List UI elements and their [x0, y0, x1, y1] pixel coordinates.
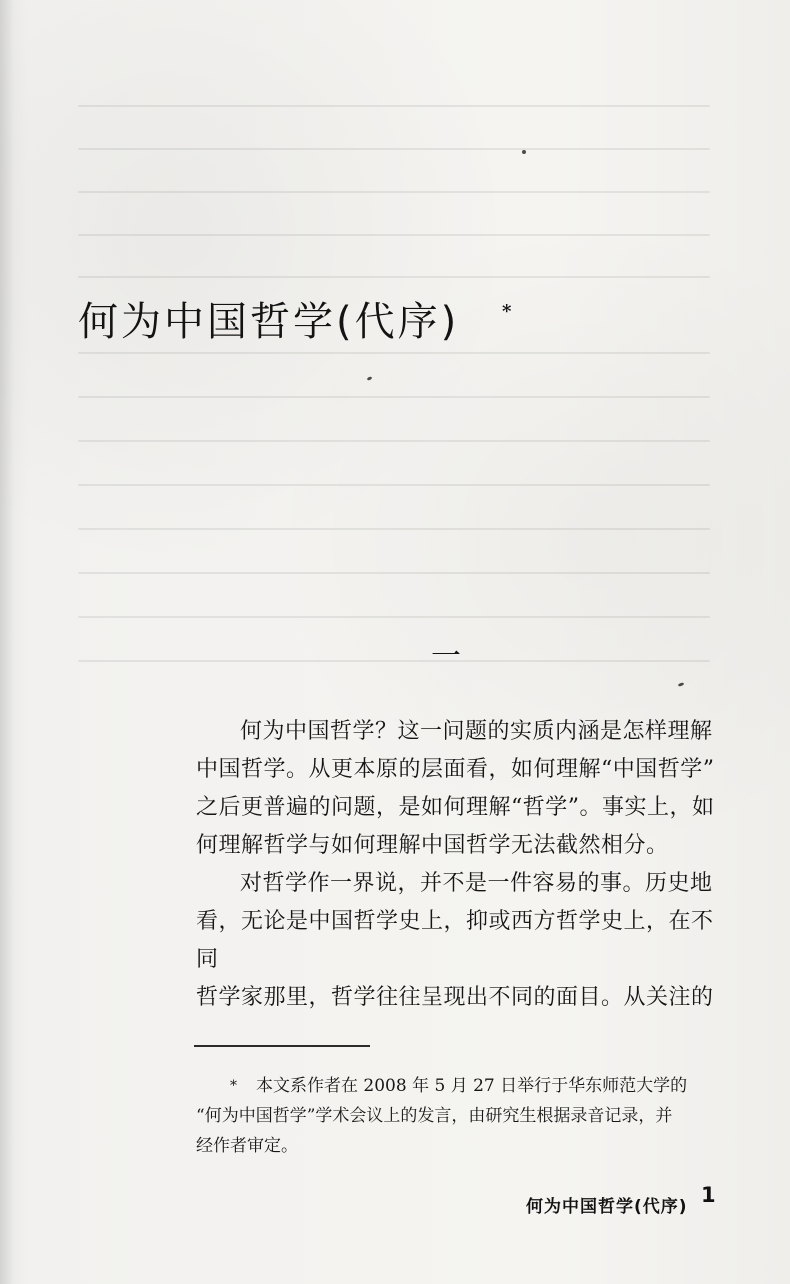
footnote-marker: *	[230, 1078, 237, 1094]
print-speck	[678, 682, 685, 687]
print-speck	[367, 376, 373, 381]
footnote-text: 本文系作者在 2008 年 5 月 27 日举行于华东师范大学的 “何为中国哲学”学术会议上的发言，由研究生根据录音记录，并 经作者审定。	[196, 1076, 688, 1156]
show-through-line	[78, 352, 710, 354]
show-through-line	[78, 660, 710, 662]
page-number: 1	[701, 1183, 716, 1207]
title-note-marker: *	[502, 301, 512, 322]
footnote-rule	[194, 1045, 370, 1047]
paragraph-1: 何为中国哲学？这一问题的实质内涵是怎样理解 中国哲学。从更本原的层面看，如何理解“中国哲学” 之后更普遍的问题，是如何理解“哲学”。事实上，如 何理解哲学与如何理解中国哲学无法截然相分。	[196, 719, 715, 858]
show-through-line	[78, 528, 710, 530]
show-through-line	[78, 105, 710, 107]
print-speck	[522, 150, 526, 154]
chapter-title: 何为中国哲学(代序)	[78, 299, 460, 345]
running-head: 何为中国哲学(代序)	[526, 1197, 688, 1217]
show-through-line	[78, 484, 710, 486]
footnote	[196, 1071, 716, 1161]
show-through-line	[78, 396, 710, 398]
paragraph-2: 对哲学作一界说，并不是一件容易的事。历史地 看，无论是中国哲学史上，抑或西方哲学史上，在不同 哲学家那里，哲学往往呈现出不同的面目。从关注的	[196, 871, 714, 1010]
section-marker: 一	[431, 639, 461, 674]
show-through-line	[78, 616, 710, 618]
main-text	[196, 713, 720, 1017]
show-through-line	[78, 148, 710, 150]
show-through-line	[78, 572, 710, 574]
show-through-line	[78, 276, 710, 278]
show-through-line	[78, 191, 710, 193]
binding-shadow	[0, 0, 14, 1284]
show-through-line	[78, 440, 710, 442]
show-through-line	[78, 234, 710, 236]
